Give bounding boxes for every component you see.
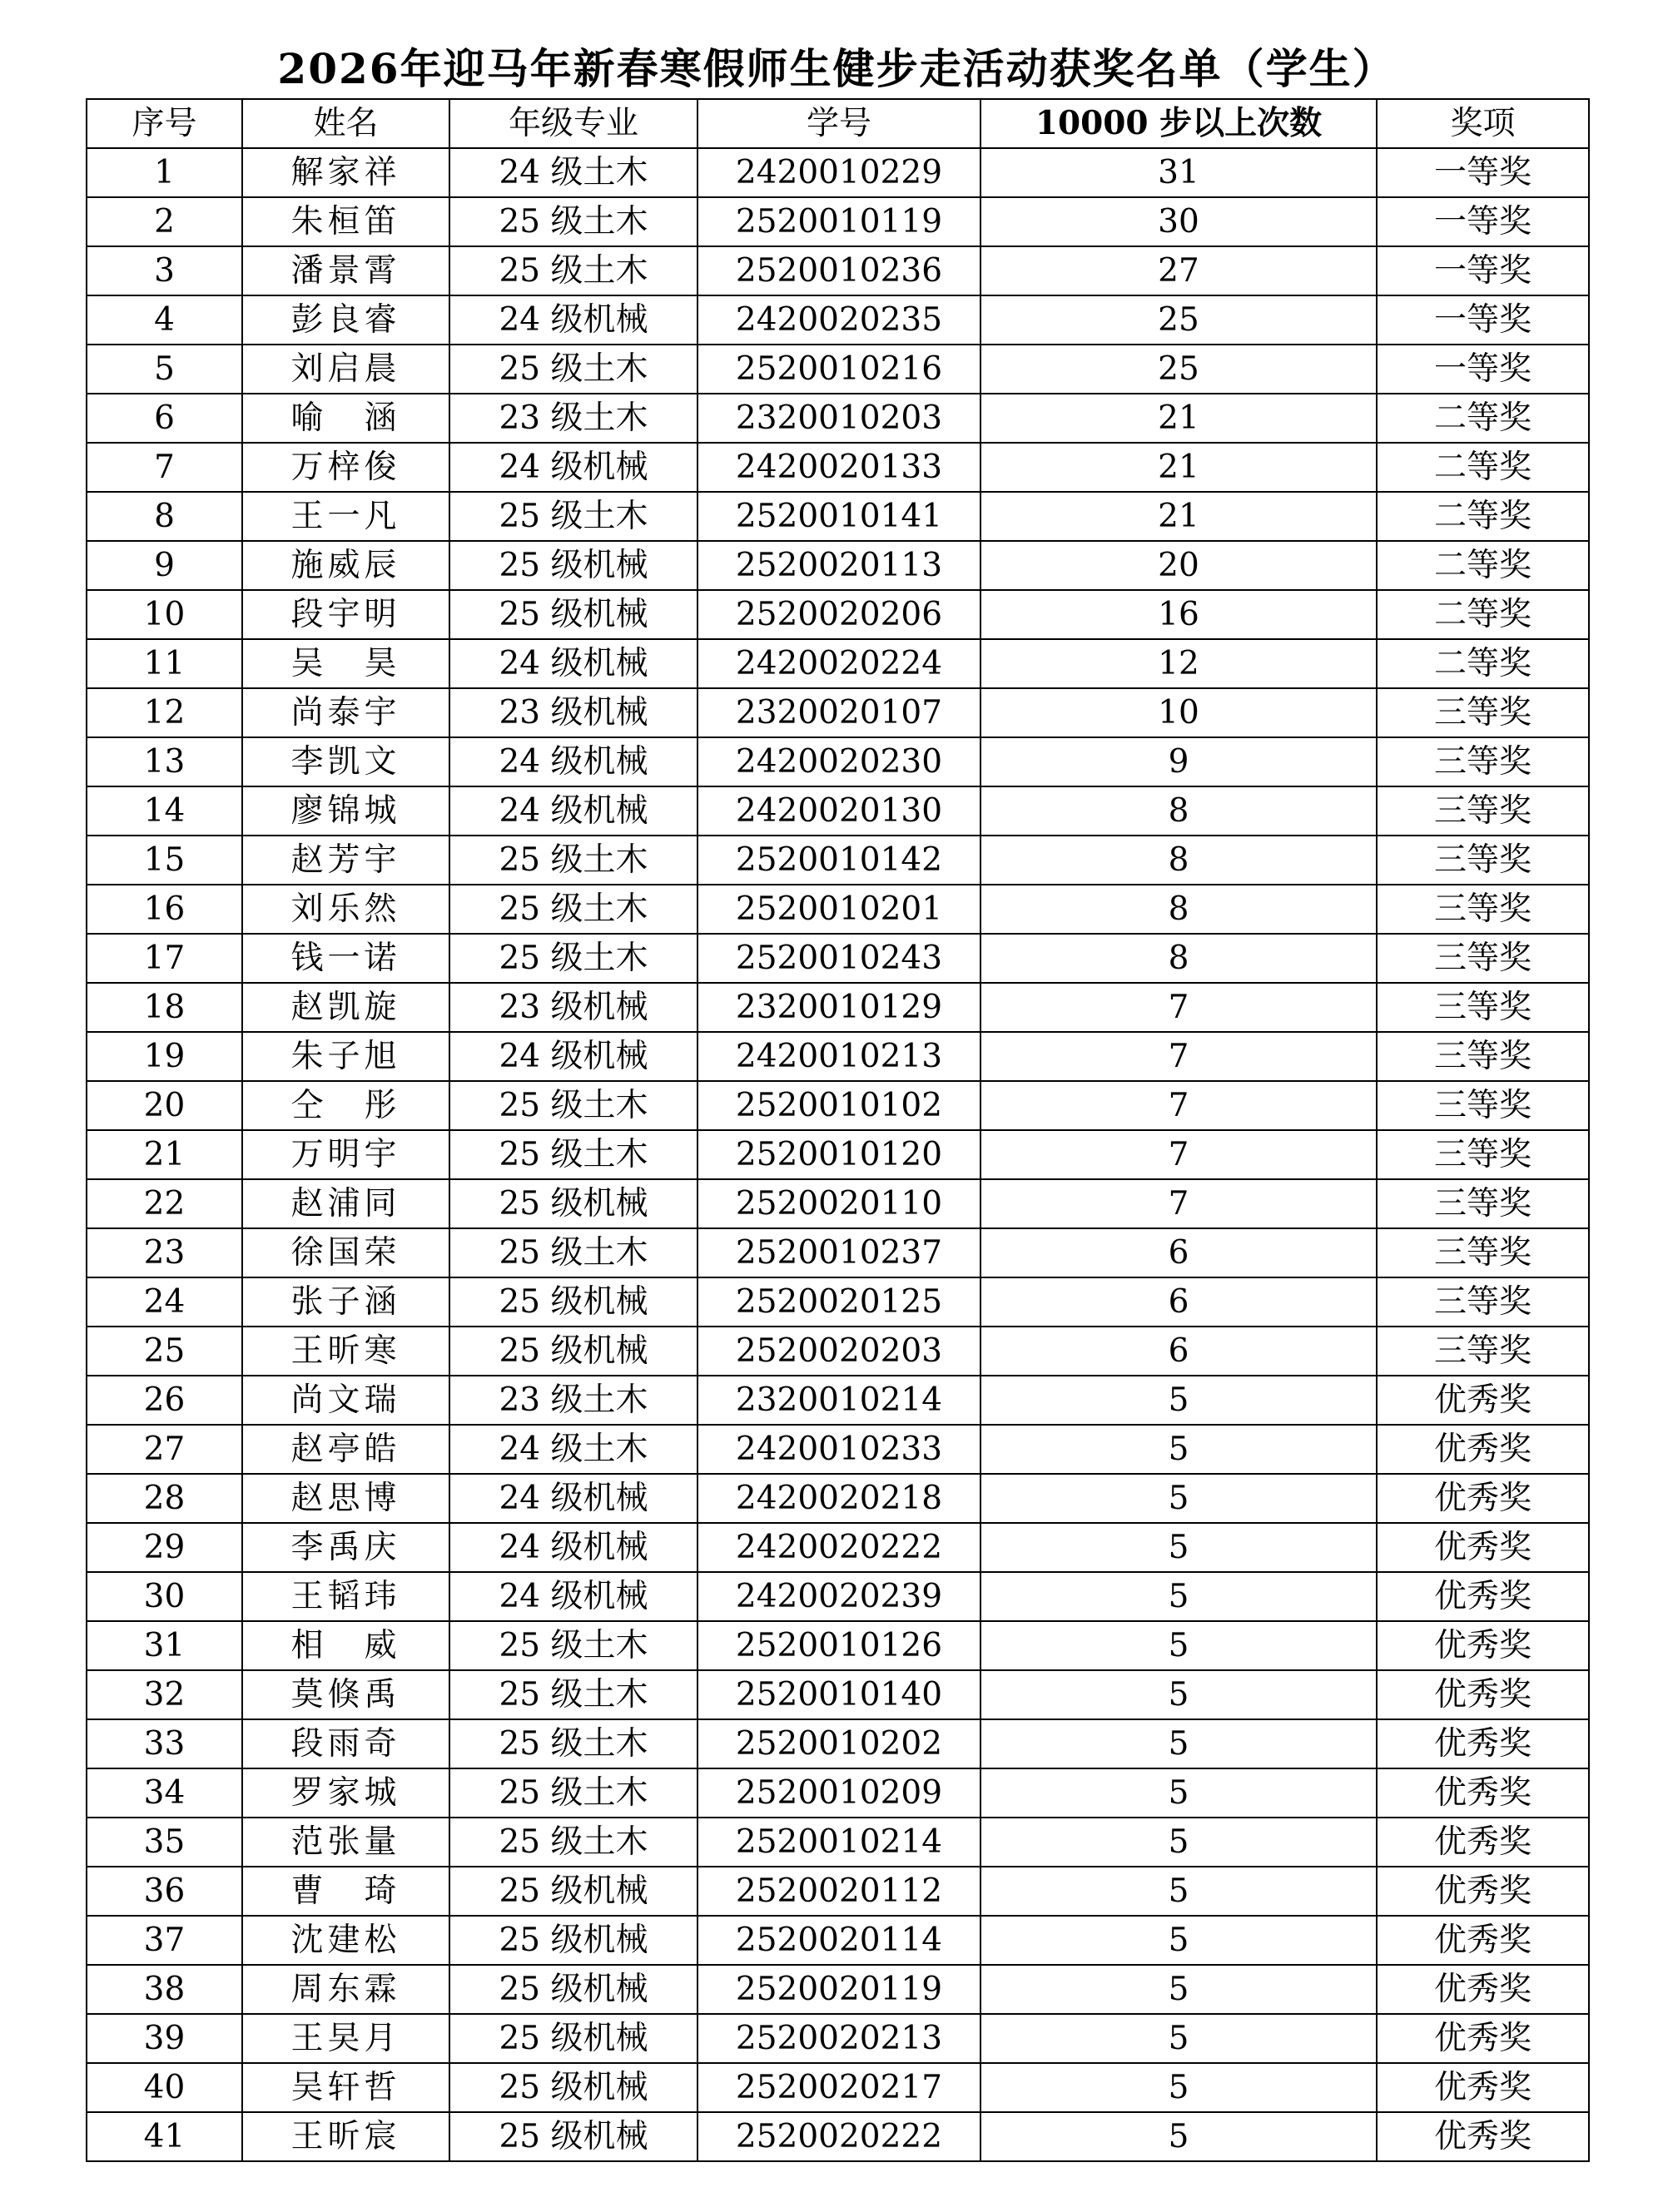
row-index: 31 — [87, 1621, 242, 1670]
row-index: 14 — [87, 786, 242, 836]
award: 二等奖 — [1377, 443, 1589, 492]
grade-major: 24 级机械 — [449, 1032, 697, 1081]
table-row — [87, 197, 1589, 246]
student-id: 2520020110 — [697, 1179, 980, 1228]
award: 三等奖 — [1377, 836, 1589, 885]
award: 一等奖 — [1377, 345, 1589, 394]
grade-major: 25 级土木 — [449, 934, 697, 983]
step-count: 7 — [980, 1032, 1377, 1081]
grade-major: 25 级机械 — [449, 1867, 697, 1916]
grade-major: 25 级土木 — [449, 885, 697, 934]
student-name: 王昕宸 — [242, 2112, 449, 2161]
step-count: 5 — [980, 2112, 1377, 2161]
student-id: 2520010237 — [697, 1228, 980, 1277]
student-name: 尚文瑞 — [242, 1376, 449, 1425]
step-count: 5 — [980, 1425, 1377, 1474]
step-count: 5 — [980, 1523, 1377, 1572]
grade-major: 24 级机械 — [449, 295, 697, 345]
student-id: 2420020130 — [697, 786, 980, 836]
grade-major: 25 级机械 — [449, 590, 697, 639]
row-index: 8 — [87, 492, 242, 541]
grade-major: 25 级机械 — [449, 2014, 697, 2063]
student-id: 2320010129 — [697, 983, 980, 1032]
grade-major: 25 级土木 — [449, 197, 697, 246]
step-count: 7 — [980, 1179, 1377, 1228]
grade-major: 24 级机械 — [449, 1474, 697, 1523]
step-count: 6 — [980, 1228, 1377, 1277]
step-count: 30 — [980, 197, 1377, 246]
table-row — [87, 2014, 1589, 2063]
student-id: 2520010201 — [697, 885, 980, 934]
header-award: 奖项 — [1377, 99, 1589, 148]
step-count: 20 — [980, 541, 1377, 590]
grade-major: 25 级土木 — [449, 1818, 697, 1867]
student-name: 吴 昊 — [242, 639, 449, 688]
award: 三等奖 — [1377, 885, 1589, 934]
student-id: 2420010229 — [697, 148, 980, 197]
table-row — [87, 1768, 1589, 1818]
student-name: 赵凯旋 — [242, 983, 449, 1032]
grade-major: 25 级机械 — [449, 2063, 697, 2112]
table-row — [87, 394, 1589, 443]
award: 二等奖 — [1377, 639, 1589, 688]
table-row — [87, 2112, 1589, 2161]
award: 三等奖 — [1377, 934, 1589, 983]
row-index: 18 — [87, 983, 242, 1032]
student-id: 2520010142 — [697, 836, 980, 885]
student-name: 尚泰宇 — [242, 688, 449, 737]
table-row — [87, 1179, 1589, 1228]
student-name: 钱一诺 — [242, 934, 449, 983]
student-name: 罗家城 — [242, 1768, 449, 1818]
award: 二等奖 — [1377, 590, 1589, 639]
student-name: 潘景霄 — [242, 246, 449, 295]
student-name: 吴轩哲 — [242, 2063, 449, 2112]
student-name: 解家祥 — [242, 148, 449, 197]
student-id: 2420020222 — [697, 1523, 980, 1572]
row-index: 10 — [87, 590, 242, 639]
row-index: 41 — [87, 2112, 242, 2161]
row-index: 39 — [87, 2014, 242, 2063]
table-row — [87, 1572, 1589, 1621]
student-name: 喻 涵 — [242, 394, 449, 443]
award-table — [86, 98, 1590, 2162]
student-id: 2320010203 — [697, 394, 980, 443]
student-name: 李禹庆 — [242, 1523, 449, 1572]
student-name: 万梓俊 — [242, 443, 449, 492]
student-name: 王一凡 — [242, 492, 449, 541]
award: 优秀奖 — [1377, 2112, 1589, 2161]
student-name: 周东霖 — [242, 1965, 449, 2014]
row-index: 34 — [87, 1768, 242, 1818]
step-count: 6 — [980, 1327, 1377, 1376]
step-count: 5 — [980, 1621, 1377, 1670]
student-id: 2520010216 — [697, 345, 980, 394]
table-row — [87, 1327, 1589, 1376]
table-row — [87, 1621, 1589, 1670]
student-id: 2320010214 — [697, 1376, 980, 1425]
grade-major: 25 级机械 — [449, 1327, 697, 1376]
row-index: 6 — [87, 394, 242, 443]
table-row — [87, 1965, 1589, 2014]
award: 优秀奖 — [1377, 1670, 1589, 1719]
step-count: 10 — [980, 688, 1377, 737]
step-count: 21 — [980, 492, 1377, 541]
page-title: 2026年迎马年新春寒假师生健步走活动获奖名单（学生） — [277, 44, 1396, 93]
award: 优秀奖 — [1377, 1474, 1589, 1523]
student-id: 2520020125 — [697, 1277, 980, 1327]
step-count: 12 — [980, 639, 1377, 688]
row-index: 13 — [87, 737, 242, 786]
award: 优秀奖 — [1377, 1719, 1589, 1768]
step-count: 5 — [980, 1867, 1377, 1916]
row-index: 38 — [87, 1965, 242, 2014]
award: 优秀奖 — [1377, 1425, 1589, 1474]
row-index: 28 — [87, 1474, 242, 1523]
student-id: 2520010214 — [697, 1818, 980, 1867]
student-name: 万明宇 — [242, 1130, 449, 1179]
row-index: 26 — [87, 1376, 242, 1425]
grade-major: 24 级机械 — [449, 737, 697, 786]
row-index: 16 — [87, 885, 242, 934]
step-count: 5 — [980, 2014, 1377, 2063]
student-id: 2520010209 — [697, 1768, 980, 1818]
award: 优秀奖 — [1377, 1867, 1589, 1916]
table-row — [87, 983, 1589, 1032]
table-row — [87, 836, 1589, 885]
step-count: 25 — [980, 345, 1377, 394]
student-id: 2420020133 — [697, 443, 980, 492]
row-index: 9 — [87, 541, 242, 590]
grade-major: 25 级土木 — [449, 1228, 697, 1277]
step-count: 16 — [980, 590, 1377, 639]
award: 三等奖 — [1377, 786, 1589, 836]
award: 优秀奖 — [1377, 2014, 1589, 2063]
student-name: 朱子旭 — [242, 1032, 449, 1081]
student-name: 赵亭皓 — [242, 1425, 449, 1474]
award: 优秀奖 — [1377, 1818, 1589, 1867]
grade-major: 25 级机械 — [449, 2112, 697, 2161]
step-count: 25 — [980, 295, 1377, 345]
step-count: 5 — [980, 1474, 1377, 1523]
student-name: 廖锦城 — [242, 786, 449, 836]
award: 优秀奖 — [1377, 1965, 1589, 2014]
step-count: 5 — [980, 1768, 1377, 1818]
row-index: 23 — [87, 1228, 242, 1277]
row-index: 24 — [87, 1277, 242, 1327]
grade-major: 24 级机械 — [449, 786, 697, 836]
row-index: 7 — [87, 443, 242, 492]
student-id: 2420010233 — [697, 1425, 980, 1474]
row-index: 32 — [87, 1670, 242, 1719]
student-id: 2520010120 — [697, 1130, 980, 1179]
step-count: 5 — [980, 1572, 1377, 1621]
grade-major: 25 级土木 — [449, 1719, 697, 1768]
award: 三等奖 — [1377, 1277, 1589, 1327]
step-count: 5 — [980, 2063, 1377, 2112]
student-name: 段宇明 — [242, 590, 449, 639]
student-id: 2420020239 — [697, 1572, 980, 1621]
table-row — [87, 1376, 1589, 1425]
student-name: 施威辰 — [242, 541, 449, 590]
table-row — [87, 1228, 1589, 1277]
row-index: 27 — [87, 1425, 242, 1474]
award: 二等奖 — [1377, 541, 1589, 590]
row-index: 1 — [87, 148, 242, 197]
row-index: 20 — [87, 1081, 242, 1130]
row-index: 40 — [87, 2063, 242, 2112]
grade-major: 25 级土木 — [449, 246, 697, 295]
student-name: 王韬玮 — [242, 1572, 449, 1621]
student-id: 2520010202 — [697, 1719, 980, 1768]
table-row — [87, 639, 1589, 688]
row-index: 21 — [87, 1130, 242, 1179]
grade-major: 25 级机械 — [449, 1179, 697, 1228]
award: 一等奖 — [1377, 197, 1589, 246]
grade-major: 25 级机械 — [449, 1277, 697, 1327]
student-name: 段雨奇 — [242, 1719, 449, 1768]
student-id: 2520020203 — [697, 1327, 980, 1376]
student-name: 赵芳宇 — [242, 836, 449, 885]
table-row — [87, 1277, 1589, 1327]
table-row — [87, 885, 1589, 934]
step-count: 9 — [980, 737, 1377, 786]
award: 三等奖 — [1377, 737, 1589, 786]
row-index: 4 — [87, 295, 242, 345]
award: 三等奖 — [1377, 1228, 1589, 1277]
row-index: 2 — [87, 197, 242, 246]
header-step-count: 10000 步以上次数 — [980, 99, 1377, 148]
student-id: 2520010119 — [697, 197, 980, 246]
student-name: 仝 彤 — [242, 1081, 449, 1130]
grade-major: 25 级机械 — [449, 1916, 697, 1965]
header-index: 序号 — [87, 99, 242, 148]
table-row — [87, 1523, 1589, 1572]
award: 三等奖 — [1377, 1327, 1589, 1376]
table-row — [87, 1719, 1589, 1768]
table-row — [87, 492, 1589, 541]
student-id: 2520010102 — [697, 1081, 980, 1130]
award: 三等奖 — [1377, 1130, 1589, 1179]
student-name: 刘启晨 — [242, 345, 449, 394]
table-row — [87, 786, 1589, 836]
grade-major: 25 级土木 — [449, 1768, 697, 1818]
grade-major: 24 级机械 — [449, 443, 697, 492]
student-id: 2520020114 — [697, 1916, 980, 1965]
award: 三等奖 — [1377, 1081, 1589, 1130]
student-id: 2520020213 — [697, 2014, 980, 2063]
student-name: 赵浦同 — [242, 1179, 449, 1228]
grade-major: 25 级土木 — [449, 492, 697, 541]
award: 三等奖 — [1377, 688, 1589, 737]
table-row — [87, 590, 1589, 639]
student-name: 莫倏禹 — [242, 1670, 449, 1719]
student-id: 2520020217 — [697, 2063, 980, 2112]
row-index: 15 — [87, 836, 242, 885]
student-name: 徐国荣 — [242, 1228, 449, 1277]
table-row — [87, 541, 1589, 590]
step-count: 7 — [980, 1130, 1377, 1179]
grade-major: 25 级机械 — [449, 541, 697, 590]
student-id: 2320020107 — [697, 688, 980, 737]
step-count: 6 — [980, 1277, 1377, 1327]
step-count: 5 — [980, 1719, 1377, 1768]
table-row — [87, 1032, 1589, 1081]
step-count: 8 — [980, 786, 1377, 836]
row-index: 11 — [87, 639, 242, 688]
step-count: 5 — [980, 1818, 1377, 1867]
student-id: 2520020206 — [697, 590, 980, 639]
table-row — [87, 737, 1589, 786]
student-id: 2420020230 — [697, 737, 980, 786]
step-count: 7 — [980, 1081, 1377, 1130]
step-count: 5 — [980, 1670, 1377, 1719]
header-name: 姓名 — [242, 99, 449, 148]
award: 三等奖 — [1377, 1179, 1589, 1228]
grade-major: 24 级土木 — [449, 148, 697, 197]
student-id: 2420010213 — [697, 1032, 980, 1081]
award: 优秀奖 — [1377, 1523, 1589, 1572]
step-count: 27 — [980, 246, 1377, 295]
row-index: 5 — [87, 345, 242, 394]
student-name: 沈建松 — [242, 1916, 449, 1965]
student-id: 2520020112 — [697, 1867, 980, 1916]
header-row — [87, 99, 1589, 148]
row-index: 22 — [87, 1179, 242, 1228]
table-row — [87, 148, 1589, 197]
student-name: 王旲月 — [242, 2014, 449, 2063]
table-row — [87, 688, 1589, 737]
table-body — [87, 148, 1589, 2161]
award: 二等奖 — [1377, 492, 1589, 541]
row-index: 33 — [87, 1719, 242, 1768]
student-id: 2520020119 — [697, 1965, 980, 2014]
student-name: 张子涵 — [242, 1277, 449, 1327]
row-index: 37 — [87, 1916, 242, 1965]
student-id: 2420020235 — [697, 295, 980, 345]
student-name: 刘乐然 — [242, 885, 449, 934]
step-count: 8 — [980, 934, 1377, 983]
table-row — [87, 443, 1589, 492]
student-name: 朱桓笛 — [242, 197, 449, 246]
student-id: 2520010236 — [697, 246, 980, 295]
student-id: 2520010243 — [697, 934, 980, 983]
grade-major: 25 级土木 — [449, 1081, 697, 1130]
grade-major: 23 级机械 — [449, 688, 697, 737]
step-count: 21 — [980, 394, 1377, 443]
grade-major: 25 级土木 — [449, 1130, 697, 1179]
grade-major: 24 级机械 — [449, 1523, 697, 1572]
row-index: 36 — [87, 1867, 242, 1916]
step-count: 7 — [980, 983, 1377, 1032]
table-row — [87, 1818, 1589, 1867]
row-index: 29 — [87, 1523, 242, 1572]
step-count: 5 — [980, 1376, 1377, 1425]
grade-major: 25 级机械 — [449, 1965, 697, 2014]
step-count: 5 — [980, 1965, 1377, 2014]
award: 一等奖 — [1377, 148, 1589, 197]
grade-major: 24 级机械 — [449, 639, 697, 688]
award: 优秀奖 — [1377, 1916, 1589, 1965]
student-id: 2520010140 — [697, 1670, 980, 1719]
student-id: 2520020222 — [697, 2112, 980, 2161]
header-grade-major: 年级专业 — [449, 99, 697, 148]
row-index: 17 — [87, 934, 242, 983]
table-row — [87, 2063, 1589, 2112]
step-count: 31 — [980, 148, 1377, 197]
student-name: 赵思博 — [242, 1474, 449, 1523]
award: 优秀奖 — [1377, 1572, 1589, 1621]
award: 优秀奖 — [1377, 1768, 1589, 1818]
row-index: 19 — [87, 1032, 242, 1081]
row-index: 12 — [87, 688, 242, 737]
table-row — [87, 1130, 1589, 1179]
grade-major: 23 级土木 — [449, 394, 697, 443]
student-name: 范张量 — [242, 1818, 449, 1867]
student-name: 相 威 — [242, 1621, 449, 1670]
table-row — [87, 1916, 1589, 1965]
table-row — [87, 934, 1589, 983]
student-id: 2520020113 — [697, 541, 980, 590]
step-count: 8 — [980, 836, 1377, 885]
step-count: 8 — [980, 885, 1377, 934]
table-row — [87, 295, 1589, 345]
grade-major: 24 级土木 — [449, 1425, 697, 1474]
table-row — [87, 246, 1589, 295]
row-index: 25 — [87, 1327, 242, 1376]
award: 优秀奖 — [1377, 1376, 1589, 1425]
award: 优秀奖 — [1377, 1621, 1589, 1670]
award: 一等奖 — [1377, 295, 1589, 345]
student-name: 王昕寒 — [242, 1327, 449, 1376]
table-row — [87, 345, 1589, 394]
grade-major: 25 级土木 — [449, 836, 697, 885]
grade-major: 25 级土木 — [449, 1621, 697, 1670]
table-row — [87, 1670, 1589, 1719]
award: 二等奖 — [1377, 394, 1589, 443]
row-index: 3 — [87, 246, 242, 295]
student-name: 彭良睿 — [242, 295, 449, 345]
step-count: 5 — [980, 1916, 1377, 1965]
student-name: 曹 琦 — [242, 1867, 449, 1916]
grade-major: 25 级土木 — [449, 345, 697, 394]
student-id: 2420020224 — [697, 639, 980, 688]
award: 三等奖 — [1377, 983, 1589, 1032]
student-name: 李凯文 — [242, 737, 449, 786]
grade-major: 23 级机械 — [449, 983, 697, 1032]
step-count: 21 — [980, 443, 1377, 492]
table-row — [87, 1425, 1589, 1474]
grade-major: 23 级土木 — [449, 1376, 697, 1425]
student-id: 2420020218 — [697, 1474, 980, 1523]
header-student-id: 学号 — [697, 99, 980, 148]
row-index: 30 — [87, 1572, 242, 1621]
table-row — [87, 1081, 1589, 1130]
table-row — [87, 1867, 1589, 1916]
grade-major: 25 级土木 — [449, 1670, 697, 1719]
award: 优秀奖 — [1377, 2063, 1589, 2112]
student-id: 2520010126 — [697, 1621, 980, 1670]
award: 一等奖 — [1377, 246, 1589, 295]
row-index: 35 — [87, 1818, 242, 1867]
award: 三等奖 — [1377, 1032, 1589, 1081]
table-row — [87, 1474, 1589, 1523]
grade-major: 24 级机械 — [449, 1572, 697, 1621]
student-id: 2520010141 — [697, 492, 980, 541]
